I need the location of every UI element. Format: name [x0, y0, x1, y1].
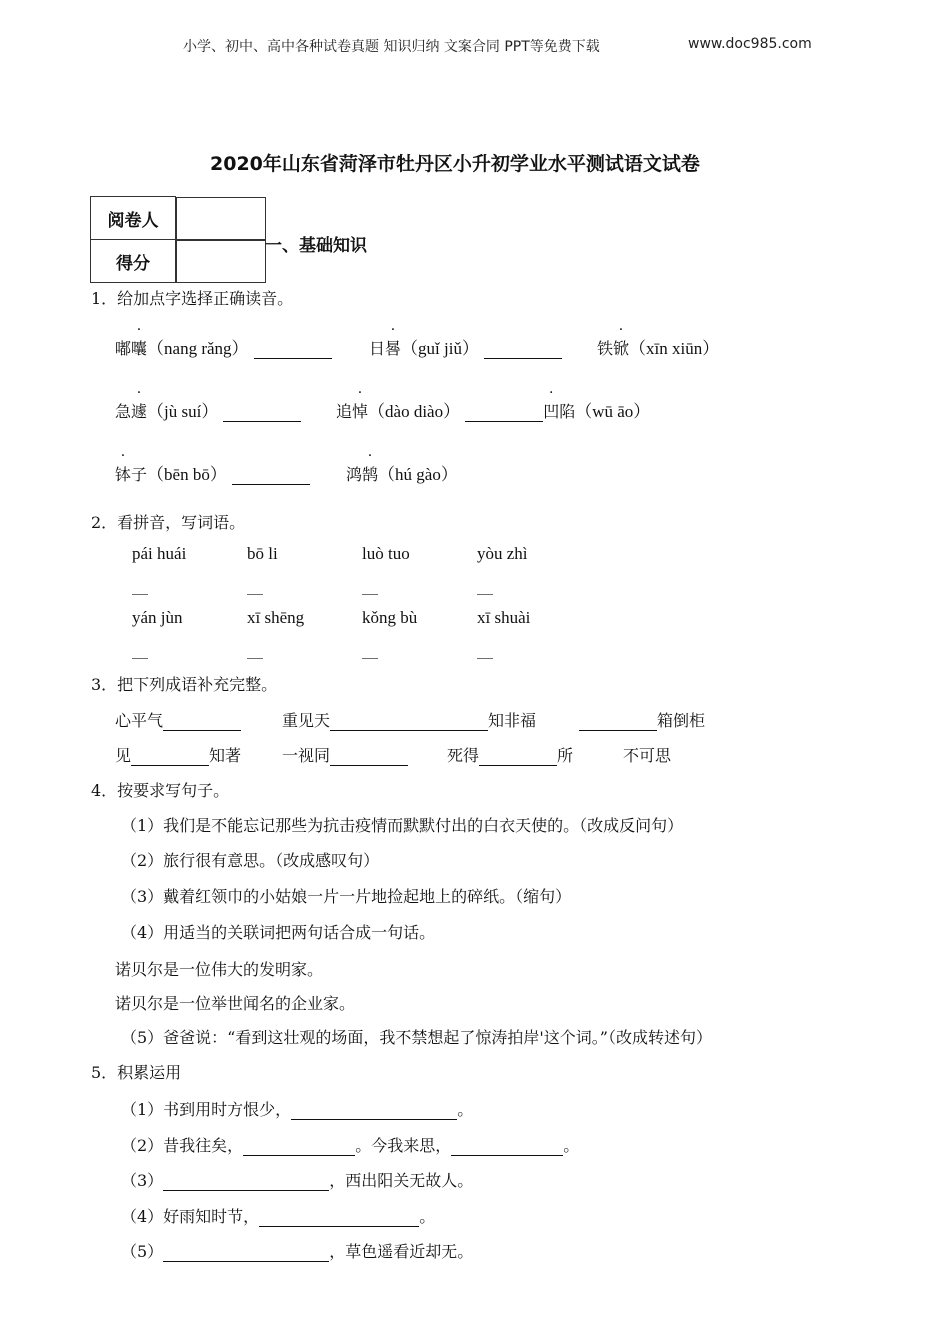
q5-text: ，西出阳关无故人。: [329, 1171, 474, 1190]
q1-item: [115, 334, 332, 359]
q5-line: [121, 1097, 473, 1120]
q1-item: [115, 397, 301, 422]
q2-pinyin: xī shēng: [247, 608, 305, 627]
q1-char: 追: [336, 402, 353, 421]
q1-answer-blank[interactable]: [254, 342, 332, 359]
q3-blank[interactable]: [579, 714, 657, 731]
q3-text: 所: [557, 746, 574, 765]
q1-answer-blank[interactable]: [484, 342, 562, 359]
q5-blank[interactable]: [451, 1139, 563, 1156]
q1-char: 鸿: [346, 465, 363, 484]
q1-char: 急: [115, 402, 132, 421]
score-label: 得分: [91, 240, 176, 283]
q2-answer-blank[interactable]: __: [477, 576, 493, 595]
q1-char: 铁: [597, 339, 614, 358]
q3-text: 知著: [209, 746, 242, 765]
q2-pinyin: luò tuo: [362, 544, 410, 563]
q1-dotted-char: 晷: [385, 339, 402, 358]
q3-text: 心平气: [115, 711, 164, 730]
q1-dotted-char: 凹: [543, 402, 560, 421]
q3-text: 知非福: [488, 711, 537, 730]
q3-blank[interactable]: [163, 714, 241, 731]
q3-blank[interactable]: [330, 714, 488, 731]
q1-options: （nang rǎng）: [147, 339, 249, 358]
q1-char: 日: [369, 339, 386, 358]
q5-text: （5）: [121, 1242, 164, 1261]
q5-text: 。今我来思，: [355, 1136, 452, 1155]
q3-idiom: [579, 708, 705, 731]
q1-item: [369, 334, 562, 359]
q5-text: 。: [419, 1207, 436, 1226]
q3-text: 死得: [447, 746, 480, 765]
q2-pinyin: xī shuài: [477, 608, 531, 627]
q1-dotted-char: 锨: [613, 339, 630, 358]
q5-blank[interactable]: [163, 1174, 329, 1191]
q4-line: （5）爸爸说：“看到这壮观的场面，我不禁想起了惊涛拍岸'这个词。”（改成转述句）: [121, 1028, 712, 1047]
q3-idiom: [115, 743, 241, 766]
q3-idiom: [282, 743, 408, 766]
q1-options: （jù suí）: [147, 402, 219, 421]
q3-stem: 3．把下列成语补充完整。: [91, 675, 278, 694]
q2-pinyin: pái huái: [132, 544, 187, 563]
q5-text: （1）书到用时方恨少，: [121, 1100, 292, 1119]
q5-text: （4）好雨知时节，: [121, 1207, 260, 1226]
q1-answer-blank[interactable]: [232, 468, 310, 485]
q2-answer-blank[interactable]: __: [247, 640, 263, 659]
q1-answer-blank[interactable]: [223, 405, 301, 422]
q1-item: [115, 460, 310, 485]
q4-line: 诺贝尔是一位举世闻名的企业家。: [115, 994, 356, 1013]
q3-idiom: [282, 708, 536, 731]
q5-text: （3）: [121, 1171, 164, 1190]
q4-line: （2）旅行很有意思。（改成感叹句）: [121, 851, 380, 870]
q3-text: 一视同: [282, 746, 331, 765]
q1-stem: 1．给加点字选择正确读音。: [91, 289, 294, 308]
q3-blank[interactable]: [131, 749, 209, 766]
q5-text: （2）昔我往矣，: [121, 1136, 244, 1155]
q3-text: 见: [115, 746, 132, 765]
q1-options: （bēn bō）: [147, 465, 227, 484]
score-table: [90, 196, 267, 283]
q5-stem: 5．积累运用: [91, 1063, 182, 1082]
q5-line: [121, 1168, 473, 1191]
q2-answer-blank[interactable]: __: [362, 640, 378, 659]
q5-blank[interactable]: [291, 1103, 457, 1120]
page-title: 2020年山东省菏泽市牡丹区小升初学业水平测试语文试卷: [210, 153, 700, 175]
q4-line: （4）用适当的关联词把两句话合成一句话。: [121, 923, 436, 942]
q1-char: 嘟: [115, 339, 132, 358]
q2-answer-blank[interactable]: __: [247, 576, 263, 595]
q1-dotted-char: 遽: [131, 402, 148, 421]
q5-line: [121, 1239, 473, 1262]
q5-line: [121, 1133, 579, 1156]
section-heading: 一、基础知识: [265, 236, 367, 256]
q5-blank[interactable]: [163, 1245, 329, 1262]
q2-pinyin: bō li: [247, 544, 278, 563]
q3-blank[interactable]: [479, 749, 557, 766]
q1-options: （xīn xiūn）: [629, 339, 720, 358]
q4-line: （3）戴着红领巾的小姑娘一片一片地捡起地上的碎纸。（缩句）: [121, 887, 572, 906]
q3-idiom: [115, 708, 241, 731]
q3-idiom: 不可思: [623, 746, 672, 765]
q2-answer-blank[interactable]: __: [477, 640, 493, 659]
q1-options: （guǐ jiǔ）: [401, 339, 479, 358]
q1-item: [336, 397, 650, 422]
q1-dotted-char: 钵: [115, 465, 132, 484]
q2-stem: 2．看拼音，写词语。: [91, 513, 246, 532]
q4-stem: 4．按要求写句子。: [91, 781, 230, 800]
q1-options: （hú gào）: [378, 465, 458, 484]
q5-blank[interactable]: [243, 1139, 355, 1156]
q5-text: 。: [457, 1100, 474, 1119]
q1-dotted-char: 鹄: [362, 465, 379, 484]
q1-dotted-char: 囔: [131, 339, 148, 358]
q5-line: [121, 1204, 435, 1227]
q4-line: 诺贝尔是一位伟大的发明家。: [115, 960, 324, 979]
q1-item: [597, 334, 719, 359]
q5-text: ，草色遥看近却无。: [329, 1242, 474, 1261]
q2-answer-blank[interactable]: __: [132, 576, 148, 595]
q5-text: 。: [563, 1136, 580, 1155]
q2-pinyin: yán jùn: [132, 608, 183, 627]
header-slogan: 小学、初中、高中各种试卷真题 知识归纳 文案合同 PPT等免费下载: [183, 39, 600, 55]
q4-line: （1）我们是不能忘记那些为抗击疫情而默默付出的白衣天使的。（改成反问句）: [121, 816, 684, 835]
q3-text: 重见天: [282, 711, 331, 730]
reviewer-label: 阅卷人: [91, 197, 176, 240]
q3-idiom: [447, 743, 573, 766]
q3-text: 箱倒柜: [657, 711, 706, 730]
q3-blank[interactable]: [330, 749, 408, 766]
q2-pinyin: yòu zhì: [477, 544, 528, 563]
q1-char: 陷: [559, 402, 576, 421]
q2-answer-blank[interactable]: __: [362, 576, 378, 595]
q1-options: （dào diào）: [368, 402, 461, 421]
q1-options: （wū āo）: [575, 402, 651, 421]
score-cell[interactable]: [176, 240, 266, 283]
q1-dotted-char: 悼: [352, 402, 369, 421]
header-website[interactable]: www.doc985.com: [688, 36, 812, 52]
q5-blank[interactable]: [259, 1210, 419, 1227]
q1-item: [346, 460, 458, 485]
q1-answer-blank[interactable]: [465, 405, 543, 422]
q1-char: 子: [131, 465, 148, 484]
q2-answer-blank[interactable]: __: [132, 640, 148, 659]
q2-pinyin: kǒng bù: [362, 608, 418, 627]
reviewer-cell[interactable]: [176, 197, 266, 240]
